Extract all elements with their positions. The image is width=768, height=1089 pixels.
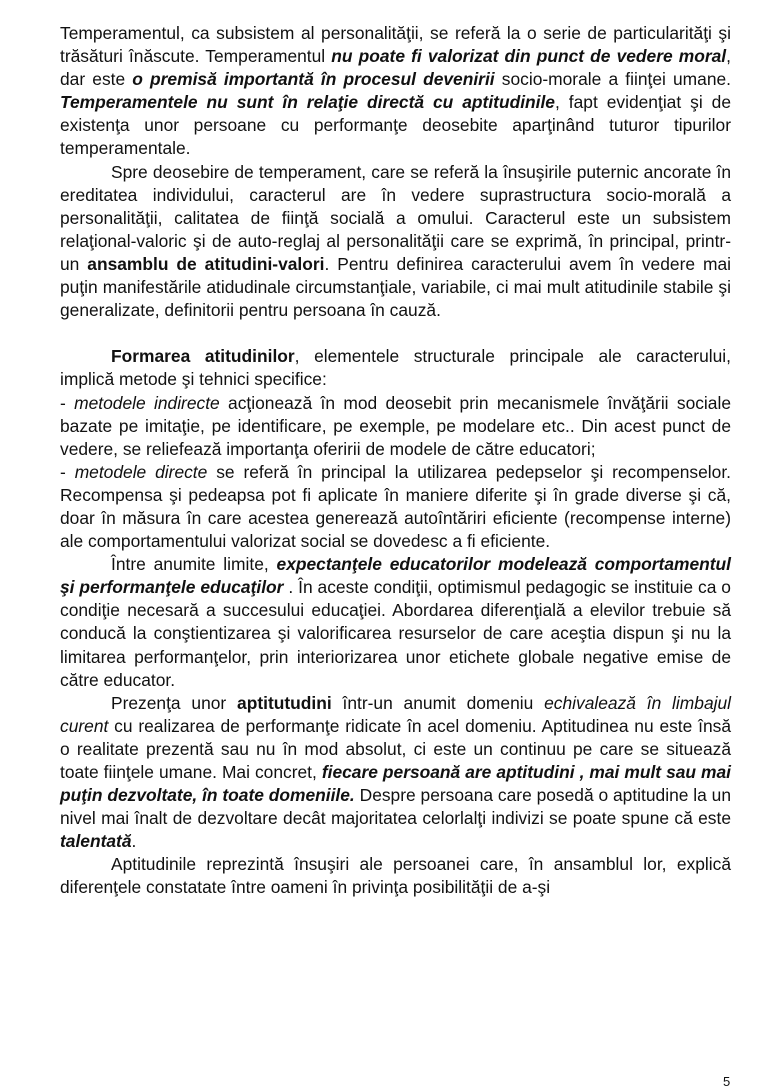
paragraph — [60, 853, 731, 899]
text-run: acţionează în mod deosebit prin mecanismele învăţării sociale bazate pe imitaţie, pe identificare, pe exemple, pe modelare etc.. Din acest punct de vedere, se reliefează importanţa oferirii de modele de către educatori; — [60, 392, 732, 459]
text-run: , elementele structurale principale ale caracterului, implică metode şi tehnici specifice: — [60, 346, 731, 390]
paragraph — [60, 345, 731, 391]
text-run: . — [131, 831, 137, 852]
text-run: într-un anumit domeniu — [331, 692, 545, 713]
text-run: - — [60, 461, 75, 482]
page-number: 5 — [723, 1074, 731, 1089]
text-run: Despre persoana care posedă o aptitudine la un nivel mai înalt de dezvoltare decât majoritatea celorlalţi indivizi se poate spune că este — [60, 785, 732, 829]
text-run: Aptitudinile reprezintă însuşiri ale persoanei care, în ansamblul lor, explică diferenţele constatate între oameni în privinţa posibilităţii de a-şi — [60, 854, 731, 898]
text-run: socio-morale a fiinţei umane. — [494, 69, 731, 90]
paragraph — [60, 161, 731, 323]
text-run: , dar este — [60, 46, 731, 90]
emphasis-text: talentată — [60, 831, 132, 852]
emphasis-text: aptitutudini — [237, 692, 332, 713]
emphasis-text: o premisă importantă în procesul devenirii — [132, 69, 495, 90]
paragraph — [60, 553, 731, 692]
text-run: Între anumite limite, — [111, 554, 277, 575]
paragraph — [60, 22, 731, 161]
paragraph — [60, 692, 731, 854]
emphasis-text: fiecare persoană are aptitudini , mai mult sau mai puţin dezvoltate, în toate domeniile. — [60, 762, 731, 806]
emphasis-text: expectanţele educatorilor modelează comportamentul şi performanţele educaţilor — [60, 554, 731, 598]
text-run: Prezenţa unor — [111, 692, 238, 713]
text-run: - — [60, 392, 75, 413]
emphasis-text: ansamblu de atitudini-valori — [87, 253, 325, 274]
emphasis-text: Formarea atitudinilor — [111, 346, 295, 367]
text-run: se referă în principal la utilizarea pedepselor şi recompenselor. Recompensa şi pedeapsa pot fi aplicate în maniere diferite şi în grade diverse şi că, doar în măsura în care acestea generează autoîntăriri eficiente (recompense interne) ale comportamentului valorizat social se dovedesc a fi eficiente. — [60, 461, 731, 552]
paragraph — [60, 461, 731, 553]
emphasis-text: metodele directe — [74, 461, 208, 482]
emphasis-text: metodele indirecte — [74, 392, 220, 413]
document-body — [60, 22, 731, 900]
emphasis-text: Temperamentele nu sunt în relaţie directă cu aptitudinile — [60, 92, 555, 113]
text-run: Spre deosebire de temperament, care se referă la însuşirile puternic ancorate în ereditatea individului, caracterul are în vedere suprastructura socio-morală a personalităţii, calitatea de fiinţă socială a omului. Caracterul este un subsistem relaţional-valoric şi de auto-reglaj al personalităţii care se exprimă, în principal, printr-un — [60, 161, 731, 274]
emphasis-text: echivalează în limbajul curent — [60, 692, 732, 736]
text-run: cu realizarea de performanţe ridicate în acel domeniu. Aptitudinea nu este însă o realitate prezentă sau nu în mod absolut, ci este un continuu pe care se situează toate fiinţele umane. Mai concret, — [60, 715, 731, 782]
emphasis-text: nu poate fi valorizat din punct de vedere moral — [331, 46, 727, 67]
paragraph — [60, 392, 731, 461]
text-run: Temperamentul, ca subsistem al personalităţii, se referă la o serie de particularităţi şi trăsături înăscute. Temperamentul — [60, 23, 731, 67]
paragraph-spacer — [60, 322, 731, 345]
text-run: . Pentru definirea caracterului avem în vedere mai puţin manifestările atidudinale circumstanţiale, variabile, ci mai mult atitudinile stabile şi generalizate, definitorii pentru persoana în cauză. — [60, 253, 731, 321]
text-run: . În aceste condiţii, optimismul pedagogic se instituie ca o condiţie necesară a succesului educaţiei. Abordarea diferenţială a elevilor trebuie să conducă la conştientizarea şi valorificarea resurselor de care aceştia dispun şi nu la limitarea performanţelor, prin interiorizarea unor etichete globale negative emise de către educator. — [60, 577, 731, 690]
text-run: , fapt evidenţiat şi de existenţa unor persoane cu performanţe deosebite aparţinând tuturor tipurilor temperamentale. — [60, 92, 731, 159]
